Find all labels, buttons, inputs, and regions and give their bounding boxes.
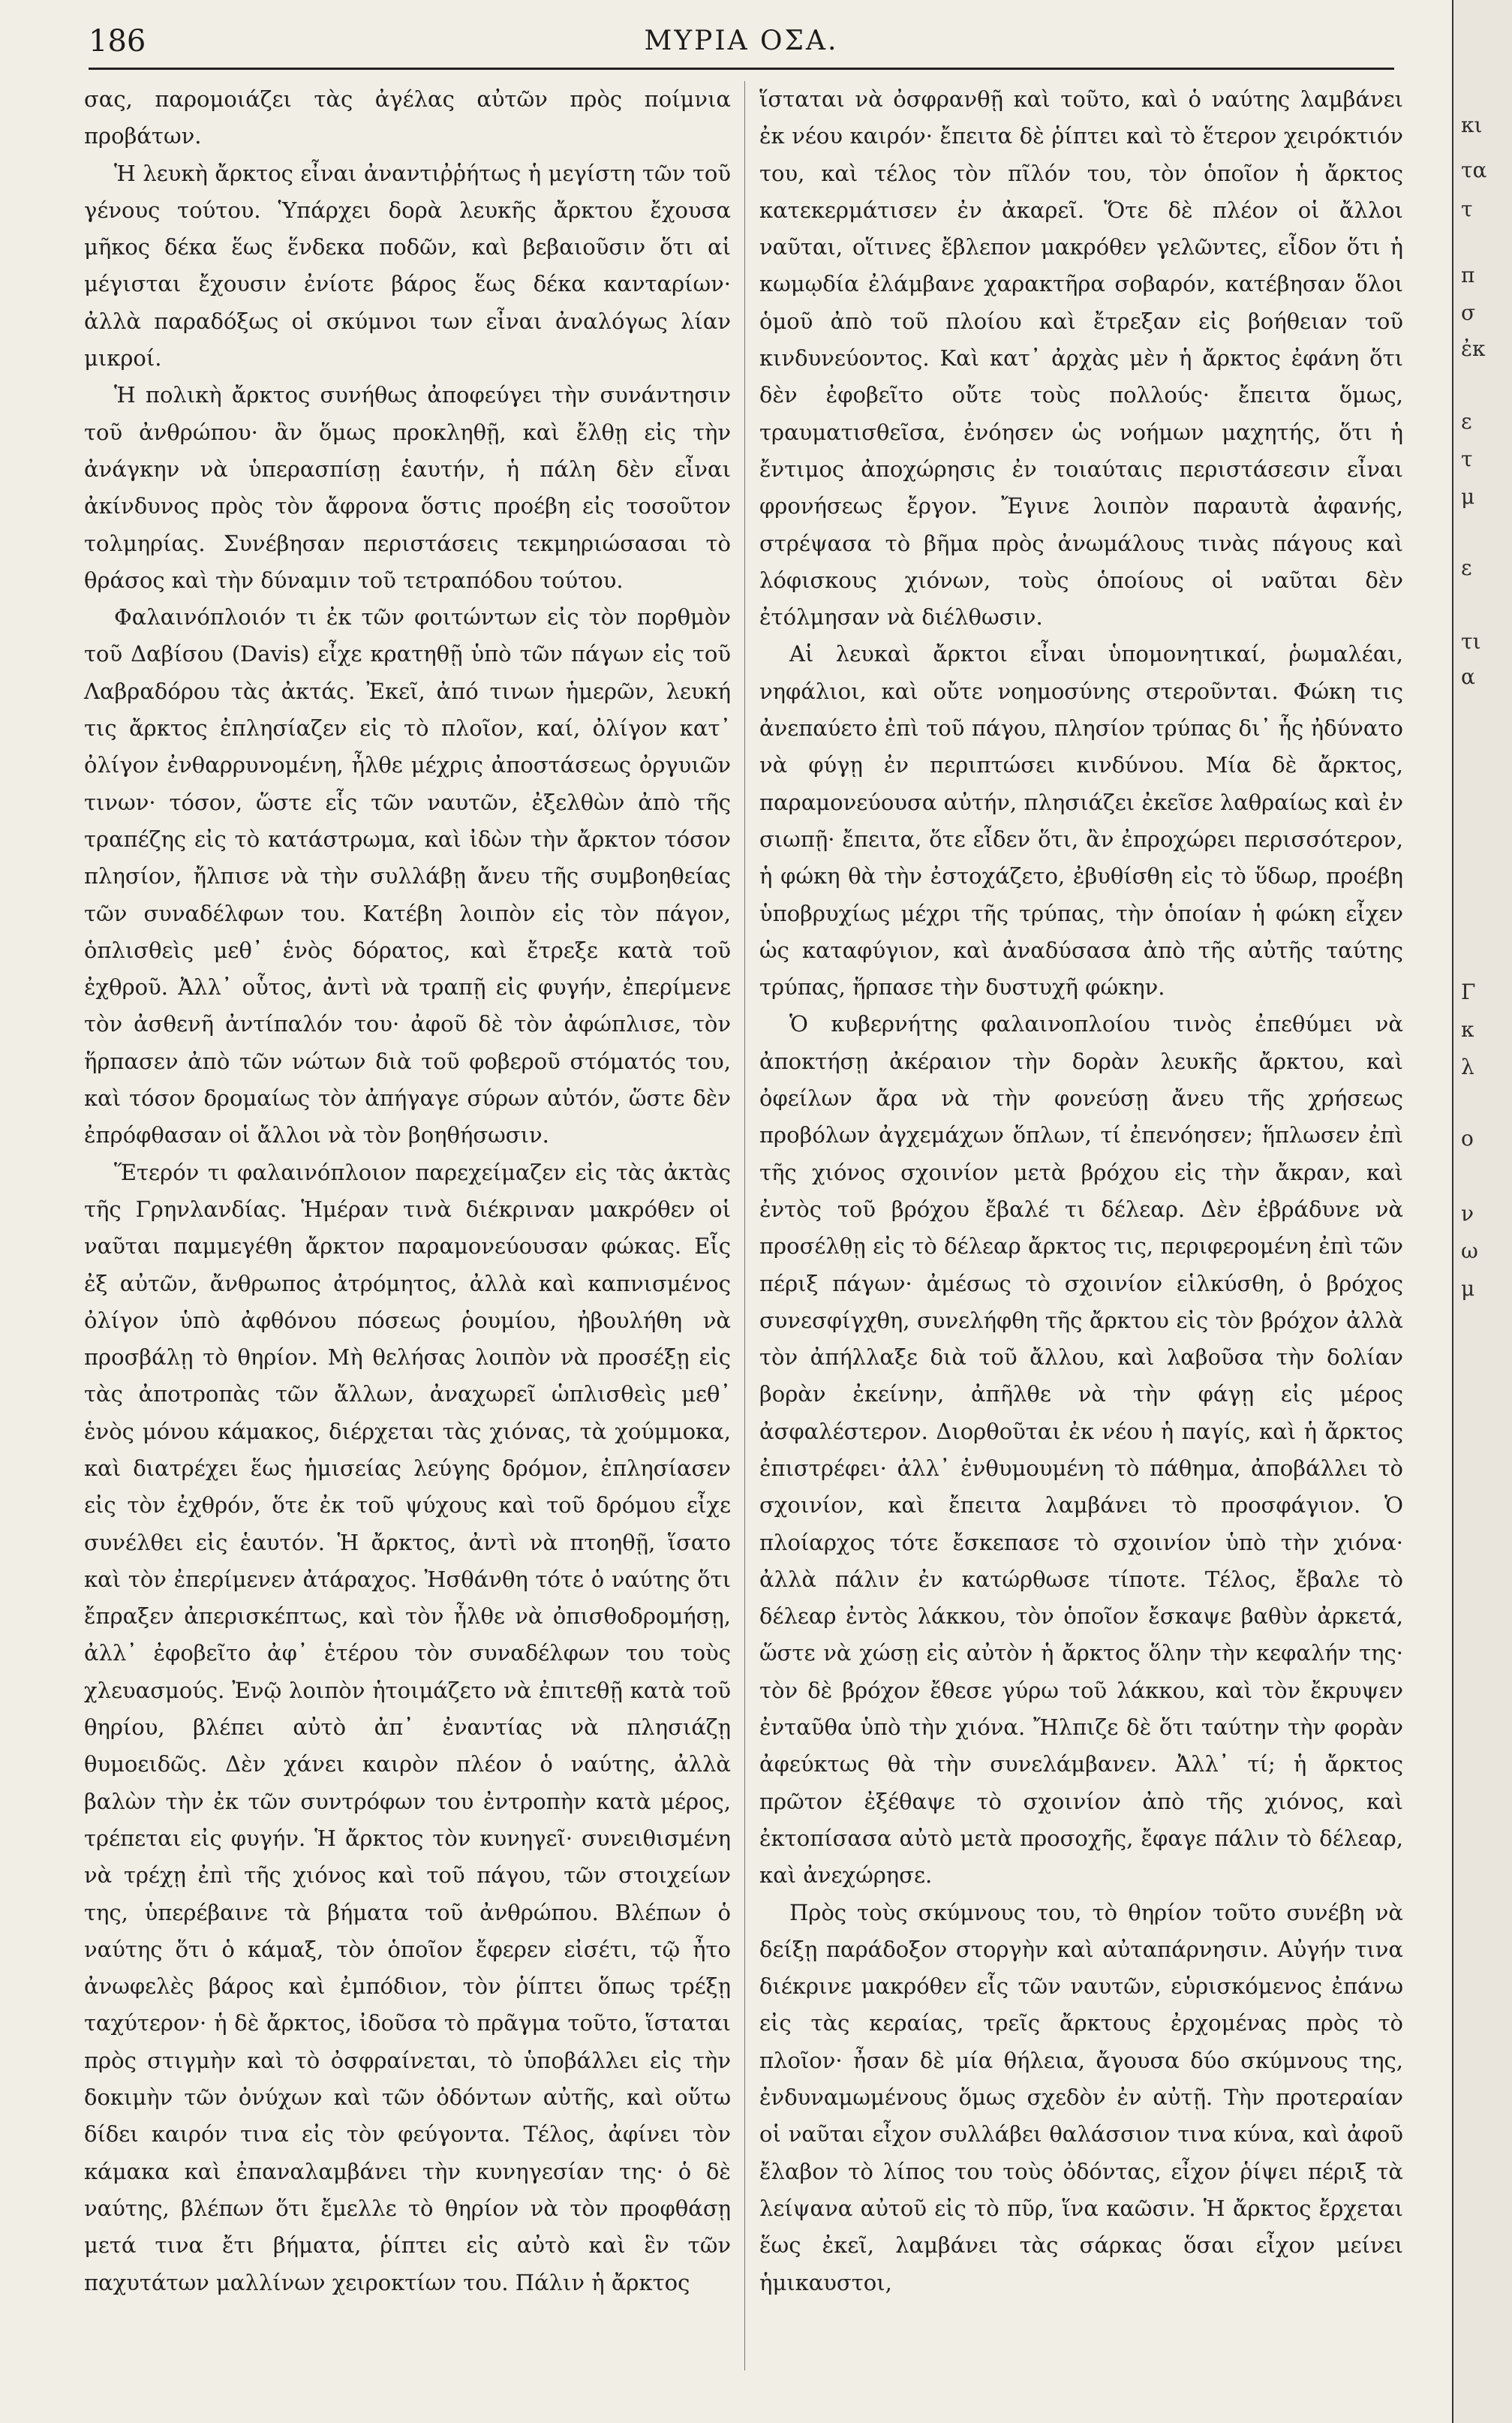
page-header xyxy=(89,20,1394,70)
margin-letter: ο xyxy=(1461,1126,1474,1151)
paragraph: ἵσταται νὰ ὀσφρανθῇ καὶ τοῦτο, καὶ ὁ ναύτης λαμβάνει ἐκ νέου καιρόν· ἔπειτα δὲ ῥίπτει καὶ τὸ ἕτερον χειρόκτιόν του, καὶ τέλος τὸν πῖλόν του, τὸν ὁποῖον ἡ ἄρκτος κατεκερμάτισεν ἐν ἀκαρεῖ. Ὅτε δὲ πλέον οἱ ἄλλοι ναῦται, οἵτινες ἔβλεπον μακρόθεν γελῶντες, εἶδον ὅτι ἡ κωμῳδία ἐλάμβανε χαρακτῆρα σοβαρόν, κατέβησαν ὅλοι ὁμοῦ ἀπὸ τοῦ πλοίου καὶ ἔτρεξαν εἰς βοήθειαν τοῦ κινδυνεύοντος. Καὶ κατ᾽ ἀρχὰς μὲν ἡ ἄρκτος ἐφάνη ὅτι δὲν ἐφοβεῖτο οὔτε τοὺς πολλούς· ἔπειτα ὅμως, τραυματισθεῖσα, ἐνόησεν ὡς νοήμων μαχητής, ὅτι ἡ ἔντιμος ἀποχώρησις ἐν τοιαύταις περιστάσεσιν εἶναι φρονήσεως ἔργον. Ἔγινε λοιπὸν παραυτὰ ἀφανής, στρέψασα τὸ βῆμα πρὸς ἀνωμάλους τινὰς πάγους καὶ λόφισκους χιόνων, τοὺς ὁποίους οἱ ναῦται δὲν ἐτόλμησαν νὰ διέλθωσιν. xyxy=(759,86,1403,631)
paragraph: σας, παρομοιάζει τὰς ἀγέλας αὐτῶν πρὸς ποίμνια προβάτων. xyxy=(84,86,731,149)
margin-letter: τ xyxy=(1461,447,1473,471)
margin-letter: μ xyxy=(1461,484,1475,509)
margin-letter: τα xyxy=(1461,158,1487,182)
right-column xyxy=(759,81,1403,2301)
margin-letter: ω xyxy=(1461,1239,1478,1263)
paragraph: Ἡ λευκὴ ἄρκτος εἶναι ἀναντιῤῥήτως ἡ μεγίστη τῶν τοῦ γένους τούτου. Ὑπάρχει δορὰ λευκῆς ἄρκτου ἔχουσα μῆκος δέκα ἕως ἕνδεκα ποδῶν, καὶ βεβαιοῦσιν ὅτι αἱ μέγισται ἔχουσιν ἐνίοτε βάρος ἕως δέκα κανταρίων· ἀλλὰ παραδόξως οἱ σκύμνοι των εἶναι ἀναλόγως λίαν μικροί. xyxy=(84,160,731,372)
margin-letter: ε xyxy=(1461,409,1472,434)
margin-letter: σ xyxy=(1461,300,1476,325)
margin-letter: κ xyxy=(1461,1017,1474,1042)
margin-letter: α xyxy=(1461,664,1475,689)
margin-letter: κι xyxy=(1461,113,1483,137)
page-number: 186 xyxy=(89,24,146,59)
adjacent-page-edge xyxy=(1452,0,1512,2423)
paragraph: Πρὸς τοὺς σκύμνους του, τὸ θηρίον τοῦτο συνέβη νὰ δείξῃ παράδοξον στοργὴν καὶ αὐταπάρνησιν. Αὐγήν τινα διέκρινε μακρόθεν εἷς τῶν ναυτῶν, εὑρισκόμενος ἐπάνω εἰς τὰς κεραίας, τρεῖς ἄρκτους ἐρχομένας πρὸς τὸ πλοῖον· ἦσαν δὲ μία θήλεια, ἄγουσα δύο σκύμνους της, ἐνδυναμωμένους ὅμως σχεδὸν ἐν αὐτῇ. Τὴν προτεραίαν οἱ ναῦται εἶχον συλλάβει θαλάσσιον τινα κύνα, καὶ ἀφοῦ ἔλαβον τὸ λίπος του τοὺς ὀδόντας, εἶχον ῥίψει πέριξ τὰ λείψανα αὐτοῦ εἰς τὸ πῦρ, ἵνα καῶσιν. Ἡ ἄρκτος ἔρχεται ἕως ἐκεῖ, λαμβάνει τὰς σάρκας ὅσαι εἶχον μείνει ἡμικαυστοι, xyxy=(759,1899,1403,2295)
paragraph: Ἕτερόν τι φαλαινόπλοιον παρεχείμαζεν εἰς τὰς ἀκτὰς τῆς Γρηνλανδίας. Ἡμέραν τινὰ διέκριναν μακρόθεν οἱ ναῦται παμμεγέθη ἄρκτον παραμονεύουσαν φώκας. Εἷς ἐξ αὐτῶν, ἄνθρωπος ἀτρόμητος, ἀλλὰ καὶ καπνισμένος ὀλίγον ὑπὸ ἀφθόνου πόσεως ῥουμίου, ἠβουλήθη νὰ προσβάλῃ τὸ θηρίον. Μὴ θελήσας λοιπὸν νὰ προσέξῃ εἰς τὰς ἀποτροπὰς τῶν ἄλλων, ἀναχωρεῖ ὡπλισθεὶς μεθ᾽ ἑνὸς μόνου κάμακος, διέρχεται τὰς χιόνας, τὰ χούμμοκα, καὶ διατρέχει ἕως ἡμισείας λεύγης δρόμον, ἐπλησίασεν εἰς τὸν ἐχθρόν, ὅτε ἐκ τοῦ ψύχους καὶ τοῦ δρόμου εἶχε συνέλθει εἰς ἑαυτόν. Ἡ ἄρκτος, ἀντὶ νὰ πτοηθῇ, ἵσατο καὶ τὸν ἐπερίμενεν ἀτάραχος. Ἠσθάνθη τότε ὁ ναύτης ὅτι ἔπραξεν ἀπερισκέπτως, καὶ τὸν ἦλθε νὰ ὀπισθοδρομήσῃ, ἀλλ᾽ ἐφοβεῖτο ἀφ᾽ ἑτέρου τὸν συναδέλφων του τοὺς χλευασμούς. Ἐνῷ λοιπὸν ἡτοιμάζετο νὰ ἐπιτεθῇ κατὰ τοῦ θηρίου, βλέπει αὐτὸ ἀπ᾽ ἐναντίας νὰ πλησιάζῃ θυμοειδῶς. Δὲν χάνει καιρὸν πλέον ὁ ναύτης, ἀλλὰ βαλὼν τὴν ἐκ τῶν συντρόφων του ἐντροπὴν κατὰ μέρος, τρέπεται εἰς φυγήν. Ἡ ἄρκτος τὸν κυνηγεῖ· συνειθισμένη νὰ τρέχῃ ἐπὶ τῆς χιόνος καὶ τοῦ πάγου, τῶν στοιχείων της, ὑπερέβαινε τὰ βήματα τοῦ ἀνθρώπου. Βλέπων ὁ ναύτης ὅτι ὁ κάμαξ, τὸν ὁποῖον ἔφερεν εἰσέτι, τῷ ἦτο ἀνωφελὲς βάρος καὶ ἐμπόδιον, τὸν ῥίπτει ὅπως τρέξῃ ταχύτερον· ἡ δὲ ἄρκτος, ἰδοῦσα τὸ πρᾶγμα τοῦτο, ἵσταται πρὸς στιγμὴν καὶ τὸ ὀσφραίνεται, τὸ ὑποβάλλει εἰς τὴν δοκιμὴν τῶν ὀνύχων καὶ τῶν ὀδόντων αὐτῆς, καὶ οὕτω δίδει καιρόν τινα εἰς τὸν φεύγοντα. Τέλος, ἀφίνει τὸν κάμακα καὶ ἐπαναλαμβάνει τὴν κυνηγεσίαν της· ὁ δὲ ναύτης, βλέπων ὅτι ἔμελλε τὸ θηρίον νὰ τὸν προφθάσῃ μετά τινα ἔτι βήματα, ῥίπτει εἰς αὐτὸ καὶ ἓν τῶν παχυτάτων μαλλίνων χειροκτίων του. Πάλιν ἡ ἄρκτος xyxy=(84,1159,731,2295)
margin-letter: ε xyxy=(1461,555,1472,580)
left-column xyxy=(84,81,731,2301)
margin-letter: τι xyxy=(1461,629,1481,654)
margin-letter: ἐκ xyxy=(1461,336,1486,361)
margin-letter: ν xyxy=(1461,1201,1474,1226)
margin-letter: λ xyxy=(1461,1055,1474,1079)
paragraph: Ἡ πολικὴ ἄρκτος συνήθως ἀποφεύγει τὴν συνάντησιν τοῦ ἀνθρώπου· ἂν ὅμως προκληθῇ, καὶ ἔλθῃ εἰς τὴν ἀνάγκην νὰ ὑπερασπίσῃ ἑαυτήν, ἡ πάλη δὲν εἶναι ἀκίνδυνος πρὸς τὸν ἄφρονα ὅστις προέβη εἰς τοσοῦτον τολμηρίας. Συνέβησαν περιστάσεις τεκμηριώσασαι τὸ θράσος καὶ τὴν δύναμιν τοῦ τετραπόδου τούτου. xyxy=(84,382,731,593)
paragraph: Ὁ κυβερνήτης φαλαινοπλοίου τινὸς ἐπεθύμει νὰ ἀποκτήσῃ ἀκέραιον τὴν δορὰν λευκῆς ἄρκτου, καὶ ὀφείλων ἄρα νὰ τὴν φονεύσῃ ἄνευ τῆς χρήσεως προβόλων ἀγχεμάχων ὅπλων, τί ἐπενόησεν; ἥπλωσεν ἐπὶ τῆς χιόνος σχοινίον μετὰ βρόχου εἰς τὴν ἄκραν, καὶ ἐντὸς τοῦ βρόχου ἔβαλέ τι δέλεαρ. Δὲν ἐβράδυνε νὰ προσέλθῃ εἰς τὸ δέλεαρ ἄρκτος τις, περιφερομένη ἐπὶ τῶν πέριξ πάγων· ἀμέσως τὸ σχοινίον εἱλκύσθη, ὁ βρόχος συνεσφίγχθη, συνελήφθη τῆς ἄρκτου εἰς τὸν βρόχον ἀλλὰ τὸν ἀπήλλαξε διὰ τοῦ ἄλλου, καὶ λαβοῦσα τὴν δολίαν βορὰν ἐκείνην, ἀπῆλθε νὰ τὴν φάγῃ εἰς μέρος ἀσφαλέστερον. Διορθοῦται ἐκ νέου ἡ παγίς, καὶ ἡ ἄρκτος ἐπιστρέφει· ἀλλ᾽ ἐνθυμουμένη τὸ πάθημα, ἀποβάλλει τὸ σχοινίον, καὶ ἔπειτα λαμβάνει τὸ προσφάγιον. Ὁ πλοίαρχος τότε ἔσκεπασε τὸ σχοινίον ὑπὸ τὴν χιόνα· ἀλλὰ πάλιν ἐν κατώρθωσε τίποτε. Τέλος, ἔβαλε τὸ δέλεαρ ἐντὸς λάκκου, τὸν ὁποῖον ἔσκαψε βαθὺν ἀρκετά, ὥστε νὰ χώσῃ εἰς αὐτὸν ἡ ἄρκτος ὅλην τὴν κεφαλήν της· τὸν δὲ βρόχον ἔθεσε γύρω τοῦ λάκκου, καὶ τὸν ἔκρυψεν ἐνταῦθα ὑπὸ τὴν χιόνα. Ἤλπιζε δὲ ὅτι ταύτην τὴν φορὰν ἀφεύκτως θὰ τὴν συνελάμβανεν. Ἀλλ᾽ τί; ἡ ἄρκτος πρῶτον ἐξέθαψε τὸ σχοινίον ἀπὸ τῆς χιόνος, καὶ ἐκτοπίσασα αὐτὸ μετὰ προσοχῆς, ἔφαγε πάλιν τὸ δέλεαρ, καὶ ἀνεχώρησε. xyxy=(759,1011,1403,1889)
margin-letter: Γ xyxy=(1461,980,1476,1004)
margin-letter: π xyxy=(1461,263,1475,287)
margin-letter: τ xyxy=(1461,197,1473,221)
running-title: ΜΥΡΙΑ ΟΣΑ. xyxy=(644,26,839,56)
paragraph: Φαλαινόπλοιόν τι ἐκ τῶν φοιτώντων εἰς τὸν πορθμὸν τοῦ Δαβίσου (Davis) εἶχε κρατηθῇ ὑπὸ τῶν πάγων εἰς τοῦ Λαβραδόρου τὰς ἀκτάς. Ἐκεῖ, ἀπό τινων ἡμερῶν, λευκή τις ἄρκτος ἐπλησίαζεν εἰς τὸ πλοῖον, καί, ὀλίγον κατ᾽ ὀλίγον ἐνθαρρυνομένη, ἦλθε μέχρις ἀποστάσεως ὀργυιῶν τινων· τόσον, ὥστε εἷς τῶν ναυτῶν, ἐξελθὼν ἀπὸ τῆς τραπέζης εἰς τὸ κατάστρωμα, καὶ ἰδὼν τὴν ἄρκτον τόσον πλησίον, ἤλπισε νὰ τὴν συλλάβῃ ἄνευ τῆς συμβοηθείας τῶν συναδέλφων του. Κατέβη λοιπὸν εἰς τὸν πάγον, ὁπλισθεὶς μεθ᾽ ἑνὸς δόρατος, καὶ ἔτρεξε κατὰ τοῦ ἐχθροῦ. Ἀλλ᾽ οὗτος, ἀντὶ νὰ τραπῇ εἰς φυγήν, ἐπερίμενε τὸν ἀσθενῆ ἀντίπαλόν του· ἀφοῦ δὲ τὸν ἀφώπλισε, τὸν ἥρπασεν ἀπὸ τῶν νώτων διὰ τοῦ φοβεροῦ στόματός του, καὶ τόσον δρομαίως τὸν ἀπήγαγε σύρων αὐτόν, ὥστε δὲν ἐπρόφθασαν οἱ ἄλλοι νὰ τὸν βοηθήσωσιν. xyxy=(84,604,731,1148)
column-divider xyxy=(744,81,745,2370)
paragraph: Αἱ λευκαὶ ἄρκτοι εἶναι ὑπομονητικαί, ῥωμαλέαι, νηφάλιοι, καὶ οὔτε νοημοσύνης στεροῦνται. Φώκη τις ἀνεπαύετο ἐπὶ τοῦ πάγου, πλησίον τρύπας δι᾽ ἧς ἠδύνατο νὰ φύγῃ ἐν περιπτώσει κινδύνου. Μία δὲ ἄρκτος, παραμονεύουσα αὐτήν, πλησιάζει ἐκεῖσε λαθραίως καὶ ἐν σιωπῇ· ἔπειτα, ὅτε εἶδεν ὅτι, ἂν ἐπροχώρει περισσότερον, ἡ φώκη θὰ τὴν ἐστοχάζετο, ἐβυθίσθη εἰς τὸ ὕδωρ, προέβη ὑποβρυχίως μέχρι τῆς τρύπας, τὴν ὁποίαν ἡ φώκη εἶχεν ὡς καταφύγιον, καὶ ἀναδύσασα ἀπὸ τῆς αὐτῆς ταύτης τρύπας, ἥρπασε τὴν δυστυχῆ φώκην. xyxy=(759,641,1403,1001)
margin-letter: μ xyxy=(1461,1276,1475,1301)
